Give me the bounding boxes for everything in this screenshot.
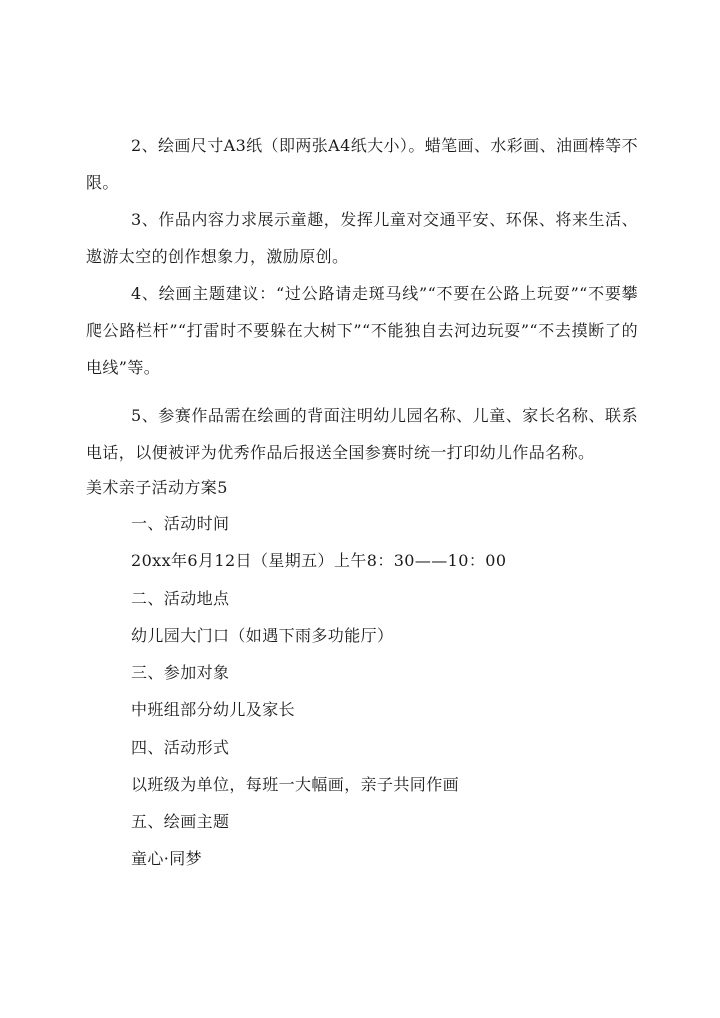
- value-activity-form: 以班级为单位，每班一大幅画，亲子共同作画: [131, 775, 460, 794]
- heading-activity-time: 一、活动时间: [131, 514, 230, 533]
- paragraph-theme-suggestions: 4、绘画主题建议：“过公路请走斑马线”“不要在公路上玩耍”“不要攀爬公路栏杆”“打雷时不要躲在大树下”“不能独自去河边玩耍”“不去摸断了的电线”等。: [86, 284, 638, 377]
- paragraph-entry-labeling: 5、参赛作品需在绘画的背面注明幼儿园名称、儿童、家长名称、联系电话，以便被评为优秀作品后报送全国参赛时统一打印幼儿作品名称。: [86, 406, 638, 462]
- value-activity-place: 幼儿园大门口（如遇下雨多功能厅）: [131, 626, 394, 645]
- heading-activity-form: 四、活动形式: [131, 738, 230, 757]
- value-participants: 中班组部分幼儿及家长: [131, 700, 296, 719]
- heading-participants: 三、参加对象: [131, 663, 230, 682]
- heading-activity-place: 二、活动地点: [131, 589, 230, 608]
- value-activity-time: 20xx年6月12日（星期五）上午8：30——10：00: [131, 551, 507, 570]
- section-title: 美术亲子活动方案5: [86, 478, 228, 497]
- value-drawing-theme: 童心·同梦: [131, 849, 203, 868]
- paragraph-content-requirement: 3、作品内容力求展示童趣，发挥儿童对交通平安、环保、将来生活、遨游太空的创作想象力，激励原创。: [86, 210, 638, 266]
- heading-drawing-theme: 五、绘画主题: [131, 812, 230, 831]
- paragraph-drawing-size: 2、绘画尺寸A3纸（即两张A4纸大小）。蜡笔画、水彩画、油画棒等不限。: [86, 136, 638, 192]
